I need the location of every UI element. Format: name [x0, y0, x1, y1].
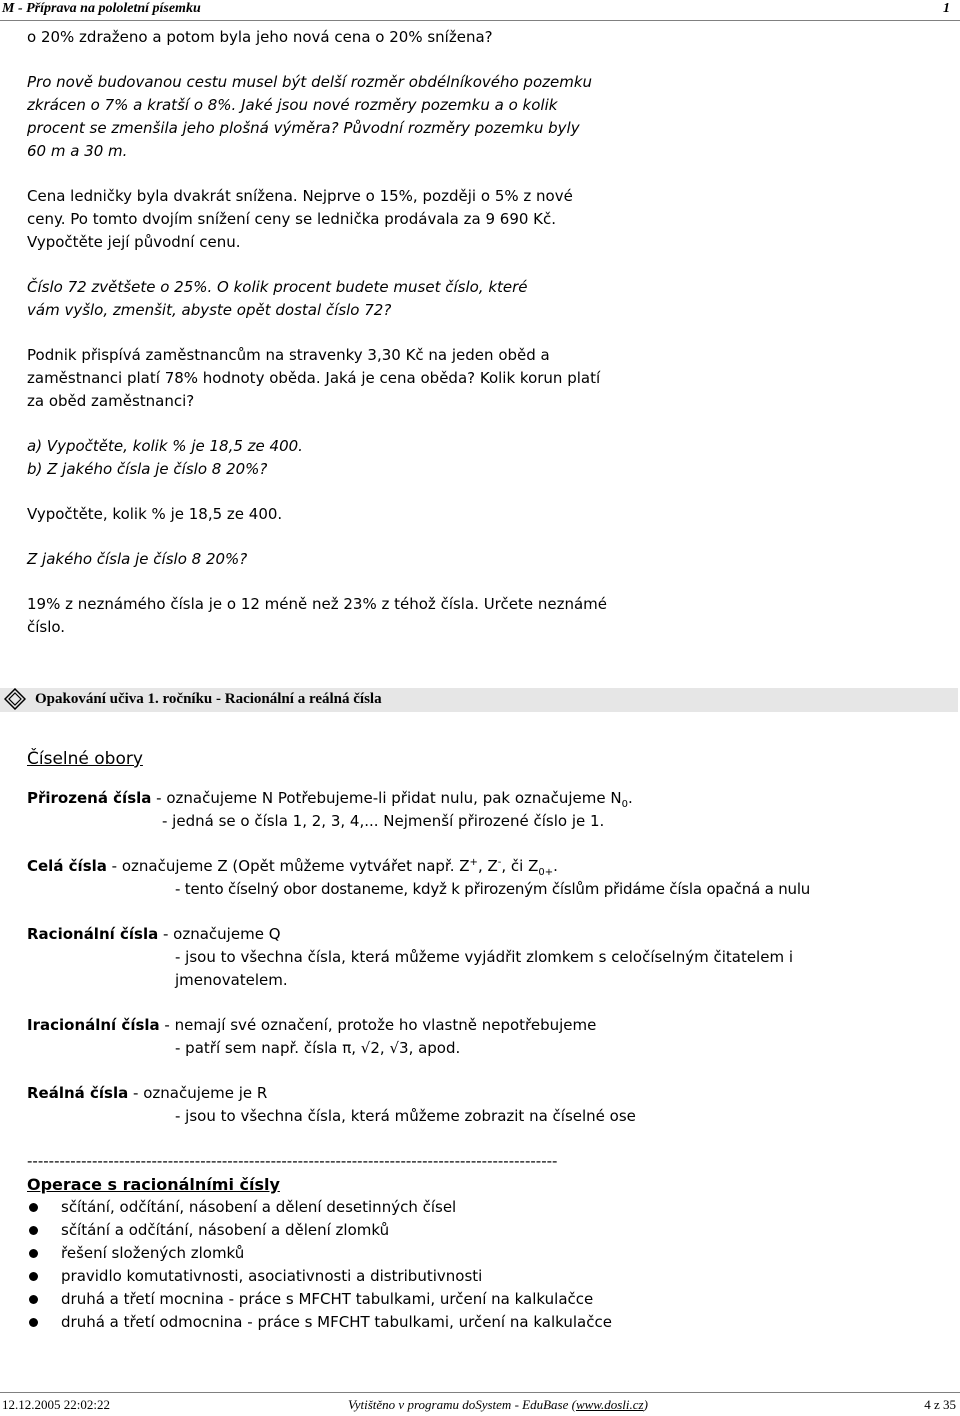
- irrational-numbers-note: - patří sem např. čísla π, √2, √3, apod.: [175, 1039, 461, 1057]
- natural-numbers: Přirozená čísla - označujeme N Potřebujeme-li přidat nulu, pak označujeme $N_0$.: [27, 789, 633, 810]
- problem-text: Pro nově budovanou cestu musel být delší rozměr obdélníkového pozemku zkrácen o 7% a kratší o 8%. Jaké jsou nové rozměry pozemku a o kolik procent se zmenšila jeho plošná výměra? Původní rozměry pozemku byly 60 m a 30 m.: [27, 73, 593, 160]
- divider-line: --------------------------------------------------------------------------------------------------: [27, 1152, 558, 1170]
- bullet-icon: [29, 1272, 38, 1281]
- sqrt-symbol: √: [360, 1039, 371, 1057]
- theory-section: [27, 748, 927, 1334]
- page-header: [0, 0, 960, 21]
- real-numbers-note: - jsou to všechna čísla, která můžeme zobrazit na číselné ose: [175, 1107, 636, 1125]
- rational-numbers-note: - jsou to všechna čísla, která můžeme vyjádřit zlomkem s celočíselným čitatelem i jmenovatelem.: [175, 948, 794, 989]
- print-date: 12.12.2005 22:02:22: [2, 1397, 110, 1412]
- list-item: sčítání a odčítání, násobení a dělení zlomků: [27, 1219, 927, 1242]
- bullet-icon: [29, 1318, 38, 1327]
- problems-section: [27, 26, 927, 639]
- rational-numbers: Racionální čísla - označujeme Q: [27, 925, 281, 943]
- bullet-icon: [29, 1226, 38, 1235]
- list-item: sčítání, odčítání, násobení a dělení desetinných čísel: [27, 1196, 927, 1219]
- problem-text: Vypočtěte, kolik % je 18,5 ze 400.: [27, 505, 283, 523]
- natural-numbers-note: - jedná se o čísla 1, 2, 3, 4,... Nejmenší přirozené číslo je 1.: [162, 812, 605, 830]
- document-title: M - Příprava na pololetní písemku: [2, 1, 201, 16]
- page-footer: [0, 1392, 960, 1416]
- list-item: druhá a třetí odmocnina - práce s MFCHT tabulkami, určení na kalkulačce: [27, 1311, 927, 1334]
- problem-text: Podnik přispívá zaměstnancům na stravenky 3,30 Kč na jeden oběd a zaměstnanci platí 78% hodnoty oběda. Jaká je cena oběda? Kolik korun platí za oběd zaměstnanci?: [27, 346, 601, 410]
- header-page-number: 1: [943, 1, 950, 16]
- number-sets-heading: Číselné obory: [27, 749, 143, 769]
- integer-numbers-note: - tento číselný obor dostaneme, když k přirozeným číslům přidáme čísla opačná a nulu: [175, 880, 811, 898]
- problem-text: a) Vypočtěte, kolik % je 18,5 ze 400. b) Z jakého čísla je číslo 8 20%?: [27, 437, 303, 478]
- bullet-icon: [29, 1249, 38, 1258]
- operations-list: [27, 1196, 927, 1334]
- problem-text: o 20% zdraženo a potom byla jeho nová cena o 20% snížena?: [27, 28, 493, 46]
- problem-text: 19% z neznámého čísla je o 12 méně než 23% z téhož čísla. Určete neznámé číslo.: [27, 595, 608, 636]
- bullet-icon: [29, 1295, 38, 1304]
- page-count: 4 z 35: [924, 1397, 956, 1412]
- integer-numbers: Celá čísla - označujeme Z (Opět můžeme vytvářet např. Z+, Z-, či $Z_{0+}$.: [27, 857, 558, 878]
- problem-text: Číslo 72 zvětšete o 25%. O kolik procent budete muset číslo, které vám vyšlo, zmenšit, abyste opět dostal číslo 72?: [27, 278, 528, 319]
- list-item: řešení složených zlomků: [27, 1242, 927, 1265]
- printed-by: Vytištěno v programu doSystem - EduBase (www.dosli.cz): [348, 1397, 648, 1412]
- problem-text: Cena ledničky byla dvakrát snížena. Nejprve o 15%, později o 5% z nové ceny. Po tomto dvojím snížení ceny se lednička prodávala za 9 690 Kč. Vypočtěte její původní cenu.: [27, 187, 573, 251]
- diamond-icon: [4, 688, 26, 710]
- pi-symbol: π: [342, 1039, 352, 1057]
- section-title: Opakování učiva 1. ročníku - Racionální a reálná čísla: [35, 691, 382, 707]
- section-bar: [0, 688, 958, 712]
- irrational-numbers: Iracionální čísla - nemají své označení, protože ho vlastně nepotřebujeme: [27, 1016, 597, 1034]
- bullet-icon: [29, 1203, 38, 1212]
- website-link[interactable]: www.dosli.cz: [575, 1397, 644, 1412]
- sqrt-symbol: √: [389, 1039, 400, 1057]
- operations-heading: Operace s racionálními čísly: [27, 1175, 280, 1194]
- real-numbers: Reálná čísla - označujeme je R: [27, 1084, 268, 1102]
- list-item: druhá a třetí mocnina - práce s MFCHT tabulkami, určení na kalkulačce: [27, 1288, 927, 1311]
- list-item: pravidlo komutativnosti, asociativnosti a distributivnosti: [27, 1265, 927, 1288]
- problem-text: Z jakého čísla je číslo 8 20%?: [27, 550, 248, 568]
